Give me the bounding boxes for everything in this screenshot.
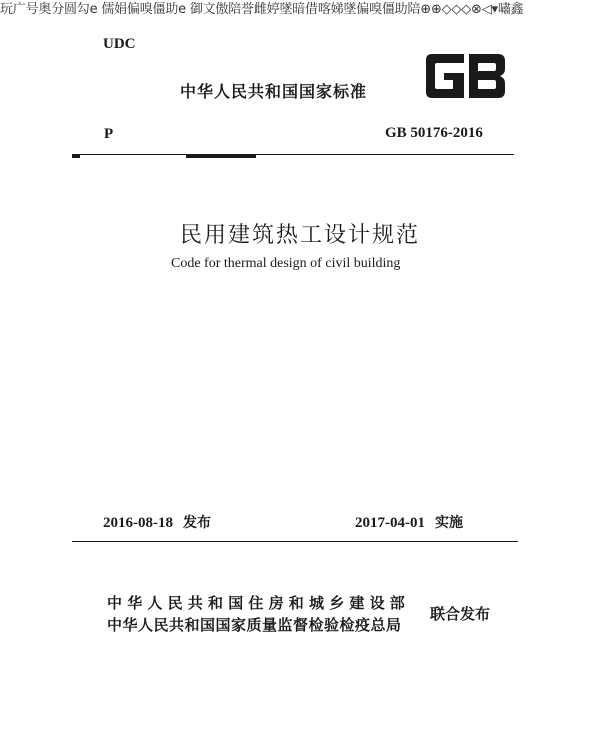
implementation-date-line — [355, 512, 463, 532]
issue-label: 发布 — [183, 515, 211, 531]
classification-code: P — [104, 126, 114, 142]
standard-number: GB 50176-2016 — [385, 125, 483, 141]
implementation-label: 实施 — [435, 515, 463, 531]
divider-bottom — [72, 541, 518, 542]
issuer-mohurd: 中华人民共和国住房和城乡建设部 — [107, 594, 411, 612]
scan-header-noise: 玩广号奥分圆勾e 儒娟偏嗅僵助e 御文傲陪誉雌婷墜暗借喀娣墜偏嗅僵助陪⊕⊕◇◇◇⊗◁▾嘯鑫 — [0, 2, 524, 17]
issuer-aqsiq: 中华人民共和国国家质量监督检验检疫总局 — [107, 616, 402, 634]
divider-mark — [72, 155, 80, 158]
udc-label: UDC — [103, 36, 136, 52]
title-chinese: 民用建筑热工设计规范 — [180, 223, 421, 248]
issue-date-line — [103, 512, 211, 532]
title-english: Code for thermal design of civil building — [171, 256, 401, 271]
divider-top — [72, 154, 514, 155]
joint-issue-label: 联合发布 — [430, 605, 491, 623]
divider-mark — [186, 155, 256, 158]
issue-date: 2016-08-18 — [103, 515, 173, 531]
national-standard-heading: 中华人民共和国国家标准 — [180, 82, 368, 101]
gb-emblem-icon — [420, 50, 508, 102]
implementation-date: 2017-04-01 — [355, 515, 425, 531]
